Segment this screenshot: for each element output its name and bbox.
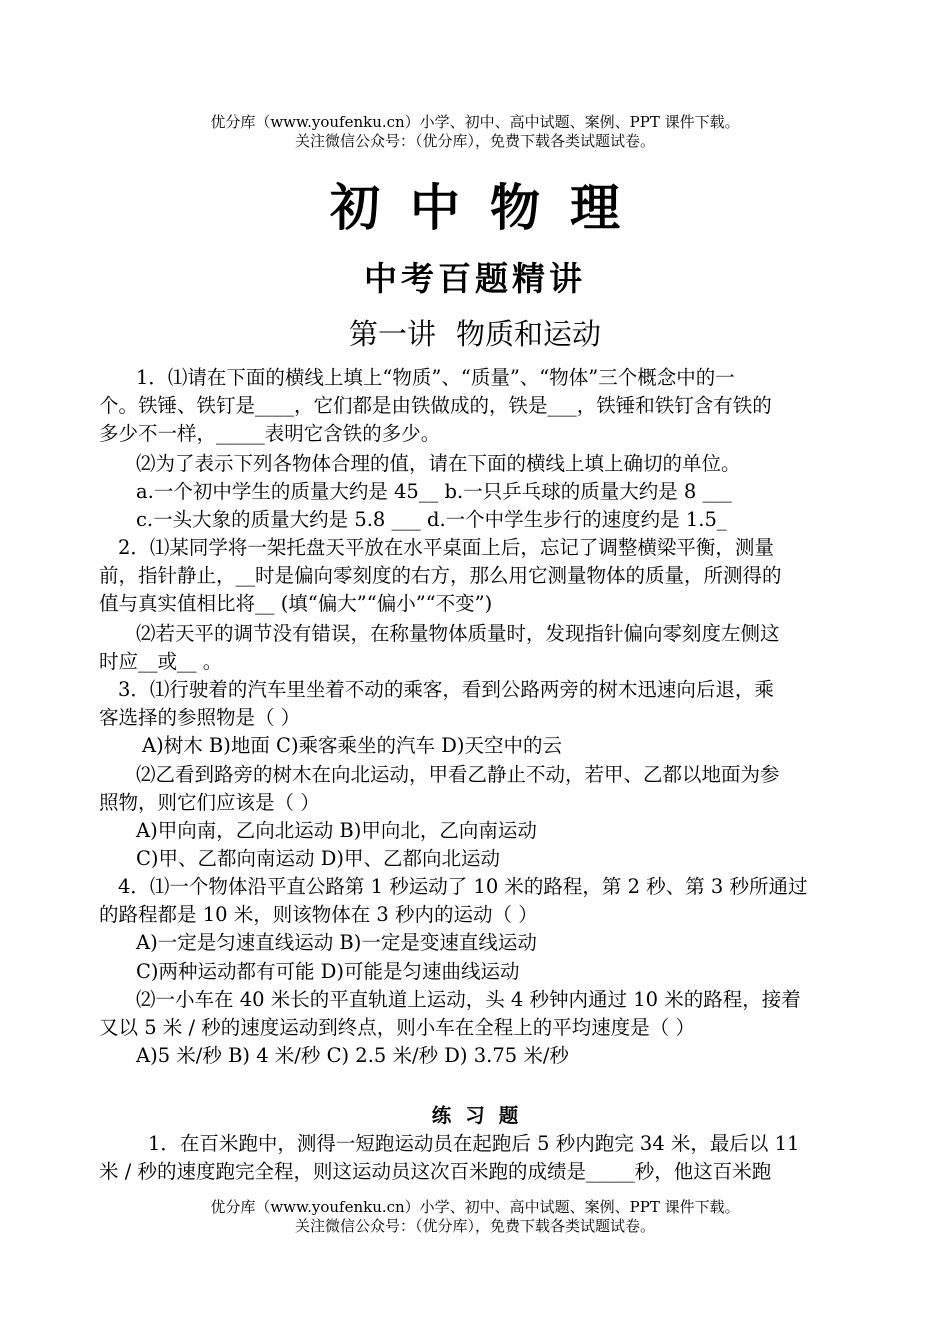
question-line: a.一个初中学生的质量大约是 45__ b.一只乒乓球的质量大约是 8 ___: [136, 480, 732, 503]
question-line: 时应__或__ 。: [99, 650, 223, 673]
lecture-title: [0, 314, 950, 354]
option-line: C)两种运动都有可能 D)可能是匀速曲线运动: [136, 960, 520, 983]
question-line: c.一头大象的质量大约是 5.8 ___ d.一个中学生步行的速度约是 1.5_: [136, 508, 727, 531]
question-line: ⑵乙看到路旁的树木在向北运动，甲看乙静止不动，若甲、乙都以地面为参: [136, 763, 780, 786]
footer-line-2: 关注微信公众号：（优分库），免费下载各类试题试卷。: [294, 1217, 655, 1235]
question-line: 值与真实值相比将__ (填“偏大”“偏小”“不变”): [99, 592, 493, 615]
question-line: 多少不一样，_____表明它含铁的多少。: [99, 422, 441, 445]
footer-line-1: 优分库（www.youfenku.cn）小学、初中、高中试题、案例、PPT 课件下载。: [210, 1198, 740, 1216]
header-line-2: 关注微信公众号：（优分库），免费下载各类试题试卷。: [294, 132, 655, 150]
option-line: A)树木 B)地面 C)乘客乘坐的汽车 D)天空中的云: [142, 734, 562, 757]
question-line: 1．⑴请在下面的横线上填上“物质”、“质量”、“物体”三个概念中的一: [136, 366, 735, 389]
question-line: ⑵为了表示下列各物体合理的值，请在下面的横线上填上确切的单位。: [136, 452, 741, 475]
question-line: 前，指针静止，__时是偏向零刻度的右方，那么用它测量物体的质量，所测得的: [99, 564, 782, 587]
question-line: ⑵若天平的调节没有错误，在称量物体质量时，发现指针偏向零刻度左侧这: [136, 622, 780, 645]
option-line: A)5 米/秒 B) 4 米/秒 C) 2.5 米/秒 D) 3.75 米/秒: [136, 1044, 569, 1067]
exercise-line: 米 / 秒的速度跑完全程，则这运动员这次百米跑的成绩是_____秒，他这百米跑: [99, 1160, 772, 1183]
question-line: 又以 5 米 / 秒的速度运动到终点，则小车在全程上的平均速度是（ ）: [99, 1016, 695, 1039]
exercise-title: 练习题: [431, 1104, 533, 1127]
sub-title: 中考百题精讲: [364, 259, 586, 298]
question-line: 3．⑴行驶着的汽车里坐着不动的乘客，看到公路两旁的树木迅速向后退，乘: [118, 678, 774, 701]
option-line: A)一定是匀速直线运动 B)一定是变速直线运动: [136, 931, 537, 954]
page-header: [0, 113, 950, 151]
exercise-line: 1．在百米跑中，测得一短跑运动员在起跑后 5 秒内跑完 34 米，最后以 11: [148, 1132, 800, 1155]
option-line: A)甲向南，乙向北运动 B)甲向北，乙向南运动: [136, 819, 537, 842]
question-line: ⑵一小车在 40 米长的平直轨道上运动，头 4 秒钟内通过 10 米的路程，接着: [136, 988, 801, 1011]
question-line: 照物，则它们应该是（ ）: [99, 791, 320, 814]
lecture-topic: 物质和运动: [456, 317, 602, 351]
option-line: C)甲、乙都向南运动 D)甲、乙都向北运动: [136, 847, 500, 870]
question-line: 客选择的参照物是（ ）: [99, 706, 301, 729]
header-line-1: 优分库（www.youfenku.cn）小学、初中、高中试题、案例、PPT 课件下载。: [210, 113, 740, 131]
page-footer: [0, 1198, 950, 1236]
question-line: 的路程都是 10 米，则该物体在 3 秒内的运动（ ）: [99, 903, 538, 926]
lecture-number: 第一讲: [348, 317, 436, 351]
question-line: 4．⑴一个物体沿平直公路第 1 秒运动了 10 米的路程，第 2 秒、第 3 秒所通过: [118, 875, 808, 898]
main-title: 初中物理: [330, 178, 650, 237]
question-line: 个。铁锤、铁钉是____，它们都是由铁做成的，铁是___，铁锤和铁钉含有铁的: [99, 394, 772, 417]
question-line: 2．⑴某同学将一架托盘天平放在水平桌面上后，忘记了调整横梁平衡，测量: [118, 536, 774, 559]
